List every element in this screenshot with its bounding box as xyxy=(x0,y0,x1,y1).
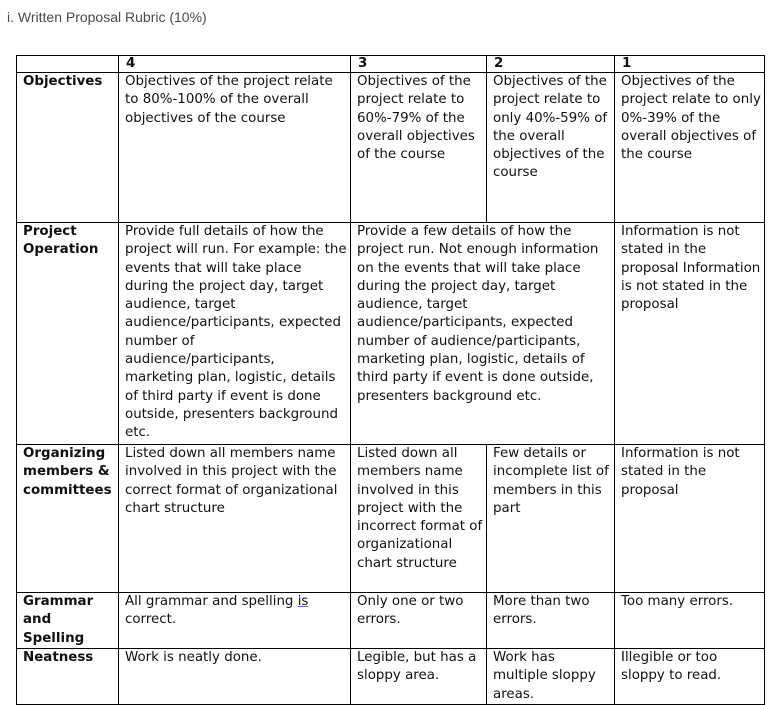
table-row xyxy=(17,649,765,705)
cell-operation-1: Information is not stated in the proposal Information is not stated in the proposal xyxy=(615,223,765,445)
table-row xyxy=(17,445,765,593)
cell-objectives-2: Objectives of the project relate to only 40%-59% of the overall objectives of the course xyxy=(487,73,615,223)
header-cell-score-1: 1 xyxy=(615,56,765,73)
rubric-table xyxy=(16,55,765,705)
header-cell-criteria xyxy=(17,56,119,73)
criterion-objectives: Objectives xyxy=(17,73,119,223)
header-cell-score-4: 4 xyxy=(119,56,351,73)
cell-organizing-1: Information is not stated in the proposal xyxy=(615,445,765,593)
table-row xyxy=(17,593,765,649)
cell-objectives-4: Objectives of the project relate to 80%-100% of the overall objectives of the course xyxy=(119,73,351,223)
table-row xyxy=(17,223,765,445)
table-row xyxy=(17,73,765,223)
cell-organizing-2: Few details or incomplete list of members in this part xyxy=(487,445,615,593)
cell-grammar-4-text-end: correct. xyxy=(125,612,177,628)
cell-objectives-3: Objectives of the project relate to 60%-79% of the overall objectives of the course xyxy=(351,73,487,223)
criterion-neatness: Neatness xyxy=(17,649,119,705)
criterion-project-operation: Project Operation xyxy=(17,223,119,445)
spellcheck-underlined-word: is xyxy=(297,594,309,609)
cell-grammar-2: More than two errors. xyxy=(487,593,615,649)
cell-organizing-4: Listed down all members name involved in this project with the correct format of organizational chart structure xyxy=(119,445,351,593)
header-row xyxy=(17,56,765,73)
cell-neatness-3: Legible, but has a sloppy area. xyxy=(351,649,487,705)
header-cell-score-2: 2 xyxy=(487,56,615,73)
header-cell-score-3: 3 xyxy=(351,56,487,73)
cell-organizing-3: Listed down all members name involved in this project with the incorrect format of organizational chart structure xyxy=(351,445,487,593)
criterion-grammar-spelling: Grammar and Spelling xyxy=(17,593,119,649)
cell-grammar-4-text: All grammar and spelling xyxy=(125,594,294,609)
section-title: i. Written Proposal Rubric (10%) xyxy=(7,9,207,25)
criterion-organizing-members: Organizing members & committees xyxy=(17,445,119,593)
cell-operation-4: Provide full details of how the project will run. For example: the events that will take place during the project day, target audience, target audience/participants, expected number of audience/participants, marketing plan, logistic, details of third party if event is done outside, presenters background etc. xyxy=(119,223,351,445)
cell-grammar-4 xyxy=(119,593,351,649)
cell-neatness-4: Work is neatly done. xyxy=(119,649,351,705)
cell-objectives-1: Objectives of the project relate to only 0%-39% of the overall objectives of the course xyxy=(615,73,765,223)
cell-operation-3-2: Provide a few details of how the project run. Not enough information on the events that will take place during the project day, target audience, target audience/participants, expected number of audience/participants, marketing plan, logistic, details of third party if event is done outside, presenters background etc. xyxy=(351,223,615,445)
cell-neatness-1: Illegible or too sloppy to read. xyxy=(615,649,765,705)
cell-neatness-2: Work has multiple sloppy areas. xyxy=(487,649,615,705)
cell-grammar-3: Only one or two errors. xyxy=(351,593,487,649)
cell-grammar-1: Too many errors. xyxy=(615,593,765,649)
